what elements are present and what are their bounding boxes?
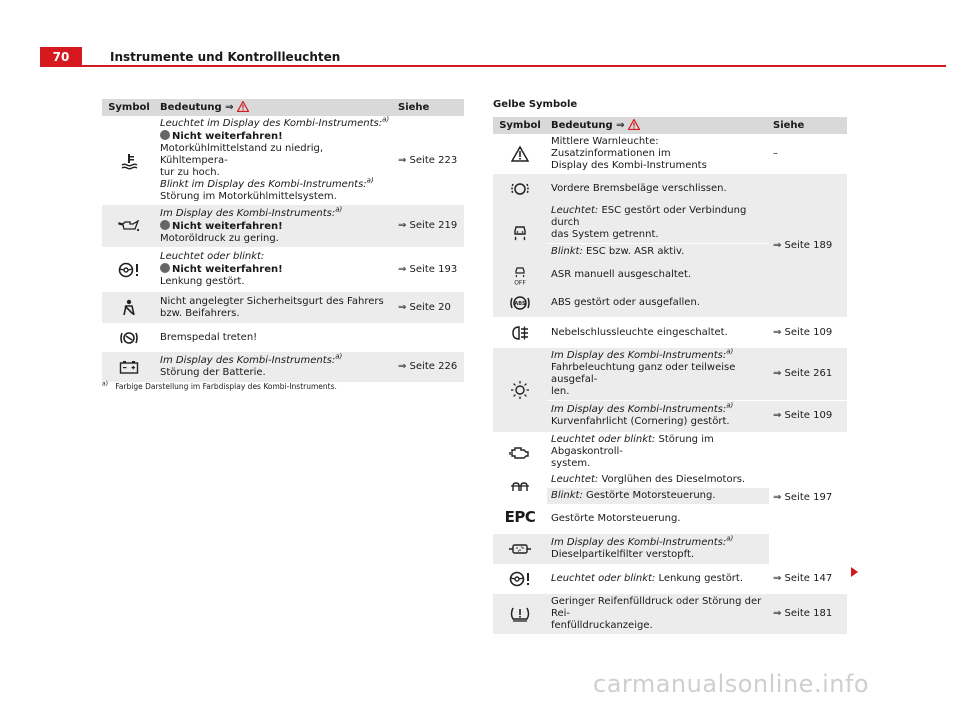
continue-arrow-icon [851,567,858,577]
watermark: carmanualsonline.info [593,670,870,698]
meaning-cell [156,247,394,292]
meaning-cell [547,472,769,488]
light-bulb-icon [493,348,547,432]
page-title: Instrumente und Kontrollleuchten [110,50,341,64]
table-row [102,292,464,323]
table-row [493,432,847,472]
see-cell: ⇒ Seite 189 [769,174,847,317]
table-row [493,594,847,634]
text-line: Blinkt: [551,246,583,257]
stop-icon [160,130,170,140]
text-line: Im Display des Kombi-Instruments: [551,404,727,416]
table-row [493,134,847,174]
see-cell [394,323,464,352]
footnote-mark: a) [102,380,109,388]
footnote-ref: a) [726,401,734,410]
abs-icon [493,289,547,317]
meaning-cell [547,289,769,317]
text-line: Leuchtet im Display des Kombi-Instruments: [160,118,383,129]
footnote-text: Farbige Darstellung im Farbdisplay des Kombi-Instruments. [115,382,337,391]
meaning-cell [547,564,769,594]
table-header [493,117,847,134]
text-line: system. [551,457,591,469]
table-row [102,205,464,247]
battery-icon [102,352,156,382]
table-row [102,247,464,292]
meaning-cell [547,174,769,203]
col-see: Siehe [394,99,464,116]
seatbelt-icon [102,292,156,323]
rear-fog-light-icon [493,317,547,348]
see-cell: ⇒ Seite 226 [394,352,464,382]
footnote-ref: a) [382,115,390,124]
text-line: Nicht angelegter Sicherheitsgurt des Fahrers [160,295,384,307]
table-header [102,99,464,116]
diesel-particulate-filter-icon [493,534,547,564]
text-line: Dieselpartikelfilter verstopft. [551,548,695,560]
text-line: Lenkung gestört. [160,276,245,287]
text-line: Im Display des Kombi-Instruments: [551,536,727,548]
text-line: ESC bzw. ASR aktiv. [582,246,685,257]
text-line: Vorglühen des Dieselmotors. [598,473,746,485]
text-line: fenfülldruckanzeige. [551,619,653,631]
text-line: tur zu hoch. [160,167,220,178]
warning-triangle-icon [493,134,547,174]
text-line: Leuchtet oder blinkt: [551,572,656,584]
text-line: Im Display des Kombi-Instruments: [551,350,727,361]
stop-icon [160,220,170,230]
text-line: Bremspedal treten! [160,331,258,343]
col-meaning-label: Bedeutung ⇒ [160,102,234,113]
text-line: Leuchtet: [551,473,599,485]
text-line: Gestörte Motorsteuerung. [582,489,716,501]
see-cell: ⇒ Seite 181 [769,594,847,634]
table-row [102,323,464,352]
text-line: bzw. Beifahrers. [160,307,240,319]
glow-plug-icon [493,472,547,504]
table-row [102,352,464,382]
text-line: Leuchtet oder blinkt: [160,251,265,262]
text-line: das System getrennt. [551,229,659,240]
see-cell: ⇒ Seite 223 [394,116,464,205]
table-row [493,401,847,432]
text-line: Nicht weiterfahren! [172,264,283,275]
steering-wheel-warning-icon [493,564,547,594]
text-line: Blinkt: [551,489,583,501]
meaning-cell [156,116,394,205]
text-line: Nicht weiterfahren! [172,220,283,232]
oil-can-icon [102,205,156,247]
meaning-cell [156,352,394,382]
see-cell: ⇒ Seite 109 [769,317,847,348]
meaning-cell [156,205,394,247]
steering-wheel-warning-icon [102,247,156,292]
text-line: Nicht weiterfahren! [172,131,283,142]
text-line: Lenkung gestört. [655,572,744,584]
footnote-ref: a) [366,176,374,185]
see-cell: ⇒ Seite 219 [394,205,464,247]
footnote-ref: a) [335,352,343,361]
footnote-ref: a) [726,534,734,543]
meaning-cell [547,488,769,504]
abs-label: ABS [514,301,526,307]
epc-label: EPC [504,508,536,526]
text-line: Im Display des Kombi-Instruments: [160,355,336,366]
meaning-cell [547,348,769,401]
warning-triangle-icon [628,119,640,130]
footnote [102,382,337,391]
text-line: Nebelschlussleuchte eingeschaltet. [551,326,728,338]
meaning-cell [547,317,769,348]
asr-off-icon [493,260,547,289]
text-line: Blinkt im Display des Kombi-Instruments: [160,179,367,190]
text-line: Motoröldruck zu gering. [160,232,279,244]
engine-icon [493,432,547,472]
see-cell: ⇒ Seite 261 [769,348,847,401]
tire-pressure-icon [493,594,547,634]
epc-icon [493,504,547,534]
col-symbol: Symbol [493,117,547,134]
warning-triangle-icon [237,101,249,112]
brake-pads-icon [493,174,547,203]
see-cell: ⇒ Seite 193 [394,247,464,292]
meaning-cell [547,504,769,534]
footnote-ref: a) [726,347,734,356]
coolant-icon [102,116,156,205]
stop-icon [160,263,170,273]
text-line: Fahrbeleuchtung ganz oder teilweise ausgefal- [551,362,736,385]
col-meaning [156,99,394,116]
meaning-cell [156,323,394,352]
meaning-cell [547,534,769,564]
meaning-cell [547,432,769,472]
text-line: Mittlere Warnleuchte: Zusatzinformationen im [551,136,671,159]
text-line: Vordere Bremsbeläge verschlissen. [551,182,727,194]
table-row [102,116,464,205]
text-line: Störung der Batterie. [160,367,266,378]
see-cell: ⇒ Seite 197 [769,432,847,564]
text-line: Leuchtet: [551,205,599,216]
text-line: ASR manuell ausgeschaltet. [551,268,692,280]
page-number: 70 [40,47,82,67]
text-line: Leuchtet oder blinkt: [551,433,656,445]
text-line: Display des Kombi-Instruments [551,160,707,171]
meaning-cell [547,203,769,244]
text-line: Im Display des Kombi-Instruments: [160,207,336,219]
col-see: Siehe [769,117,847,134]
text-line: len. [551,386,570,397]
meaning-cell [547,260,769,289]
col-meaning-label: Bedeutung ⇒ [551,120,625,131]
text-line: Störung im Motorkühlmittelsystem. [160,191,337,202]
meaning-cell [547,134,769,174]
off-label: OFF [514,279,526,286]
section-title: Gelbe Symbole [493,99,578,110]
text-line: ESC gestört oder Verbindung durch [551,205,747,228]
text-line: Motorkühlmittelstand zu niedrig, Kühltempera- [160,143,324,166]
text-line: ABS gestört oder ausgefallen. [551,297,700,308]
table-row [493,174,847,203]
see-cell: – [769,134,847,174]
see-cell: ⇒ Seite 147 [769,564,847,594]
yellow-symbols-table [493,117,847,634]
brake-pedal-icon [102,323,156,352]
text-line: Kurvenfahrlicht (Cornering) gestört. [551,416,730,428]
esc-icon [493,203,547,260]
col-meaning [547,117,769,134]
meaning-cell [547,244,769,261]
table-row [493,348,847,401]
see-cell: ⇒ Seite 109 [769,401,847,432]
meaning-cell [547,401,769,432]
text-line: Störung im Abgaskontroll- [551,433,714,457]
meaning-cell [156,292,394,323]
col-symbol: Symbol [102,99,156,116]
table-row [493,564,847,594]
footnote-ref: a) [335,205,343,214]
meaning-cell [547,594,769,634]
table-row [493,317,847,348]
text-line: Gestörte Motorsteuerung. [551,512,681,524]
red-symbols-table [102,99,464,382]
see-cell: ⇒ Seite 20 [394,292,464,323]
text-line: Geringer Reifenfülldruck oder Störung der Rei- [551,595,762,619]
